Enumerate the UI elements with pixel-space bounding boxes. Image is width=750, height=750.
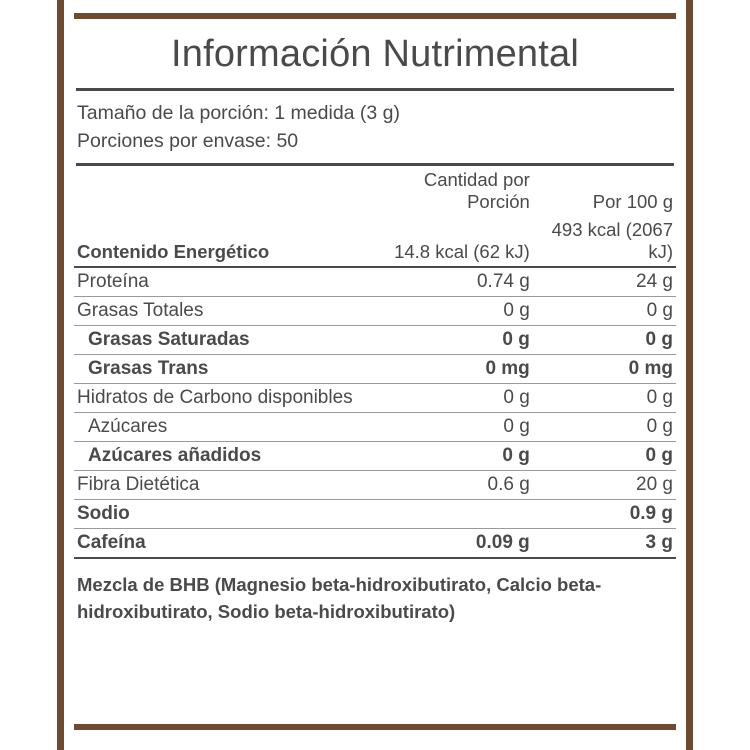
nutrient-per-100g: 0 mg: [533, 354, 676, 383]
nutrient-per-serving: 0 mg: [372, 354, 533, 383]
nutrient-per-serving: 0 g: [372, 412, 533, 441]
nutrient-per-serving: 0 g: [372, 441, 533, 470]
table-row: [74, 412, 676, 441]
nutrient-per-serving: 0.6 g: [372, 470, 533, 499]
nutrient-per-100g: 0.9 g: [533, 499, 676, 528]
nutrient-per-100g: 0 g: [533, 325, 676, 354]
nutrient-per-100g: 0 g: [533, 412, 676, 441]
table-row: [74, 528, 676, 558]
table-row-energy: [74, 216, 676, 267]
nutrient-name: Hidratos de Carbono disponibles: [74, 383, 372, 412]
header-per-100g: Por 100 g: [592, 190, 673, 212]
ingredients-footnote: Mezcla de BHB (Magnesio beta-hidroxibutirato, Calcio beta-hidroxibutirato, Sodio beta-hidroxibutirato): [77, 573, 602, 623]
nutrient-per-serving: 0 g: [372, 296, 533, 325]
nutrient-name: Grasas Trans: [74, 354, 372, 383]
nutrient-name: Grasas Saturadas: [74, 325, 372, 354]
serving-size-text: Tamaño de la porción: 1 medida (3 g): [77, 102, 401, 124]
energy-per-serving: 14.8 kcal (62 kJ): [372, 216, 533, 267]
nutrient-per-serving: 0.09 g: [372, 528, 533, 558]
nutrient-name: Azúcares añadidos: [74, 441, 372, 470]
nutrient-name: Grasas Totales: [74, 296, 372, 325]
table-row: [74, 383, 676, 412]
nutrient-per-100g: 20 g: [533, 470, 676, 499]
table-header-row: [74, 166, 676, 216]
energy-per-100g: 493 kcal (2067 kJ): [533, 216, 676, 267]
nutrient-name: Azúcares: [74, 412, 372, 441]
nutrient-name: Fibra Dietética: [74, 470, 372, 499]
nutrient-per-serving: 0.74 g: [372, 267, 533, 297]
nutrient-per-serving: 0 g: [372, 325, 533, 354]
nutrient-per-serving: [372, 499, 533, 528]
nutrient-per-100g: 3 g: [533, 528, 676, 558]
nutrient-name: Cafeína: [74, 528, 372, 558]
nutrient-per-100g: 0 g: [533, 441, 676, 470]
nutrient-name: Proteína: [74, 267, 372, 297]
table-row: [74, 441, 676, 470]
nutrient-per-100g: 0 g: [533, 383, 676, 412]
table-row: [74, 325, 676, 354]
serving-info: [74, 91, 676, 163]
bottom-divider: [74, 724, 676, 730]
nutrient-per-100g: 0 g: [533, 296, 676, 325]
nutrition-table: [74, 166, 676, 559]
header-blank: [74, 166, 372, 216]
table-row: [74, 267, 676, 297]
energy-label: Contenido Energético: [74, 216, 372, 267]
top-divider: [74, 13, 676, 19]
nutrition-facts-panel: [57, 0, 693, 750]
nutrient-per-serving: 0 g: [372, 383, 533, 412]
header-per-serving: Cantidad por Porción: [423, 168, 530, 212]
page-title: Información Nutrimental: [171, 33, 579, 75]
table-row: [74, 296, 676, 325]
servings-per-container-text: Porciones por envase: 50: [77, 130, 299, 153]
table-row: [74, 499, 676, 528]
nutrition-table-body: [74, 166, 676, 558]
table-row: [74, 470, 676, 499]
nutrient-name: Sodio: [74, 499, 372, 528]
table-row: [74, 354, 676, 383]
nutrient-per-100g: 24 g: [533, 267, 676, 297]
